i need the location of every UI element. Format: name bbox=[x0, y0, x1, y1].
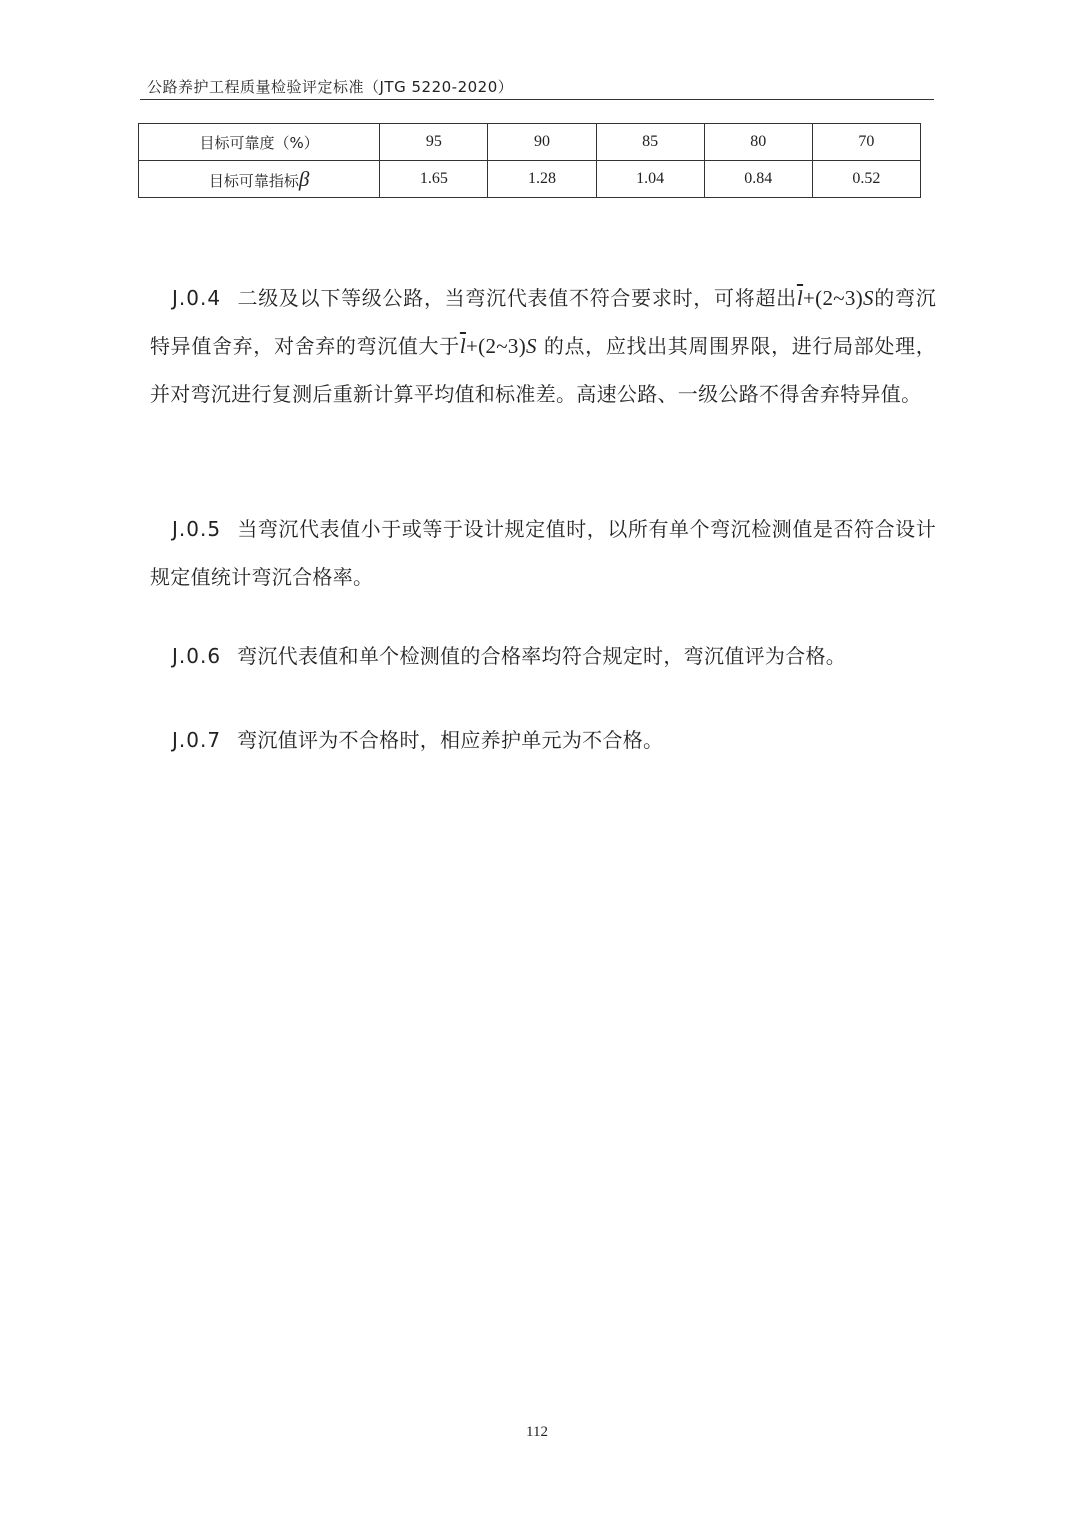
table-cell: 80 bbox=[704, 124, 812, 161]
row-label bbox=[139, 161, 380, 198]
running-header: 公路养护工程质量检验评定标准（JTG 5220-2020） bbox=[147, 78, 514, 96]
table-cell: 1.04 bbox=[596, 161, 704, 198]
table-cell: 90 bbox=[488, 124, 596, 161]
beta-symbol: β bbox=[298, 166, 310, 191]
clause-text: 弯沉值评为不合格时，相应养护单元为不合格。 bbox=[237, 728, 664, 752]
table-cell: 85 bbox=[596, 124, 704, 161]
table-cell: 1.65 bbox=[380, 161, 488, 198]
table-cell: 95 bbox=[380, 124, 488, 161]
row-label: 目标可靠度（%） bbox=[139, 124, 380, 161]
clause-text: 当弯沉代表值小于或等于设计规定值时，以所有单个弯沉检测值是否符合设计规定值统计弯沉合格率。 bbox=[150, 517, 936, 589]
clause-text: 的点，应找出其周围界限，进行局部处理，并对弯沉进行复测后重新计算平均值和标准差。高速公路、一级公路不得舍弃特异值。 bbox=[150, 334, 937, 406]
table-cell: 0.52 bbox=[812, 161, 920, 198]
clause-text: 的弯沉特异值舍弃，对舍弃的弯沉值大于 bbox=[150, 286, 936, 358]
clause-j06 bbox=[150, 632, 936, 680]
header-rule bbox=[140, 99, 934, 100]
clause-j05 bbox=[150, 505, 936, 601]
table-row bbox=[139, 124, 921, 161]
table-cell: 1.28 bbox=[488, 161, 596, 198]
formula: $\overline{l}+(2\sim 3)S$ bbox=[796, 286, 874, 310]
clause-text: 弯沉代表值和单个检测值的合格率均符合规定时，弯沉值评为合格。 bbox=[237, 644, 847, 668]
table-row bbox=[139, 161, 921, 198]
clause-text: 二级及以下等级公路，当弯沉代表值不符合要求时，可将超出 bbox=[237, 286, 797, 310]
reliability-table bbox=[138, 123, 921, 198]
clause-number: J.0.5 bbox=[172, 517, 222, 541]
clause-number: J.0.6 bbox=[172, 644, 222, 668]
formula: $\overline{l}+(2\sim 3)S$ bbox=[459, 334, 537, 358]
clause-number: J.0.7 bbox=[172, 728, 222, 752]
page-number: 112 bbox=[526, 1424, 548, 1440]
table-cell: 0.84 bbox=[704, 161, 812, 198]
table-cell: 70 bbox=[812, 124, 920, 161]
clause-j04 bbox=[150, 274, 936, 418]
clause-j07 bbox=[150, 716, 936, 764]
clause-number: J.0.4 bbox=[172, 286, 222, 310]
row-label-text: 目标可靠指标 bbox=[208, 171, 299, 190]
